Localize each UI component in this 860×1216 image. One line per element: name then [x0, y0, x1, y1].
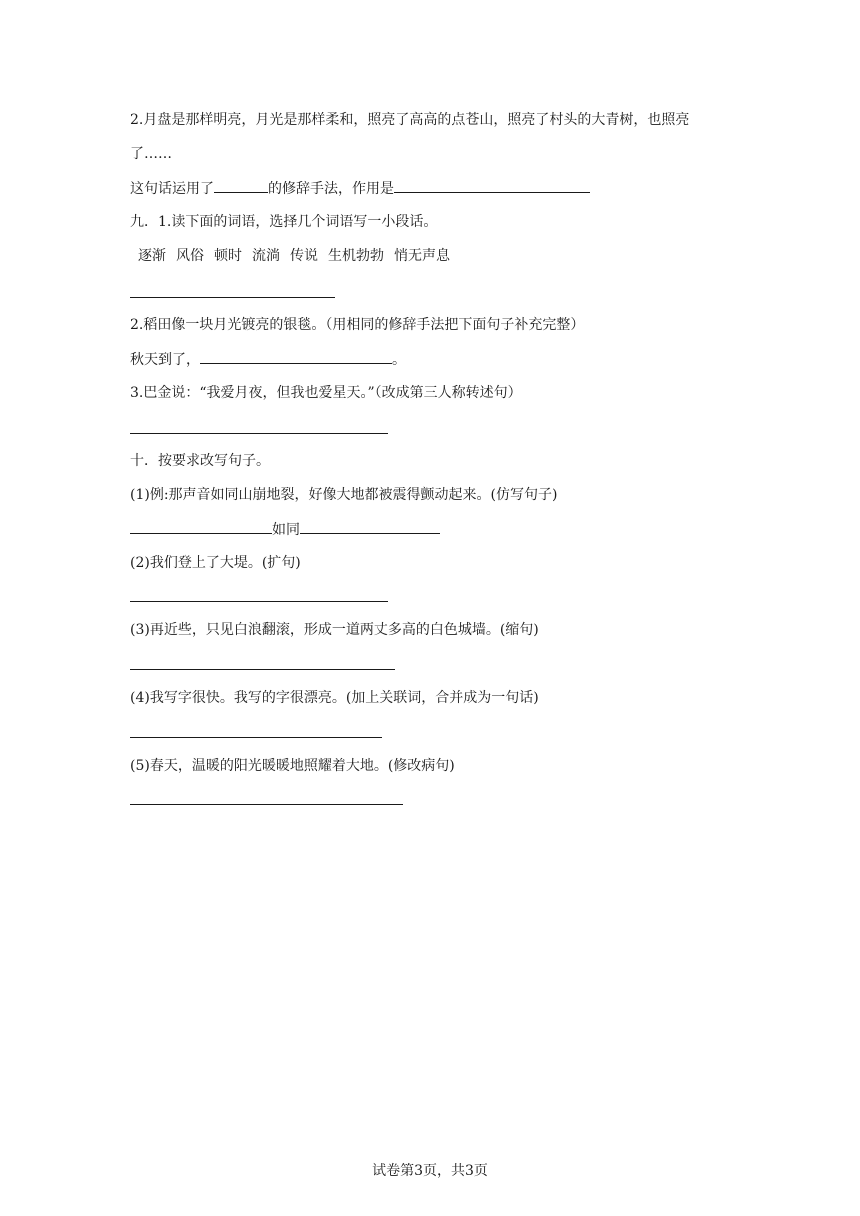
q10-item1-blank-a[interactable] — [130, 519, 272, 534]
effect-blank[interactable] — [394, 178, 590, 193]
q9-item2-fill — [130, 349, 406, 370]
q9-word-list — [138, 246, 460, 266]
q10-2-answer-line[interactable] — [130, 601, 388, 602]
q10-4-answer-line[interactable] — [130, 737, 382, 738]
q10-item1: (1)例:那声音如同山崩地裂，好像大地都被震得颤动起来。(仿写句子) — [130, 487, 558, 503]
q8-2-text-line2: 了…… — [130, 146, 172, 162]
q9-item2-suffix: 。 — [392, 352, 406, 368]
rhetoric-blank[interactable] — [214, 178, 268, 193]
q9-item2-prefix: 秋天到了， — [130, 352, 200, 368]
word-item: 悄无声息 — [394, 248, 450, 264]
word-item: 顿时 — [214, 248, 242, 264]
q10-5-answer-line[interactable] — [130, 804, 403, 805]
word-item: 风俗 — [176, 248, 204, 264]
q10-item4: (4)我写字很快。我写的字很漂亮。(加上关联词，合并成为一句话) — [130, 690, 539, 706]
q9-3-answer-line[interactable] — [130, 433, 388, 434]
q8-2-prompt-b: 的修辞手法，作用是 — [268, 181, 394, 197]
q10-item1-mid: 如同 — [272, 522, 300, 538]
q8-2-text-line1: 2.月盘是那样明亮，月光是那样柔和，照亮了高高的点苍山，照亮了村头的大青树，也照亮 — [130, 112, 690, 128]
q10-item1-blank-b[interactable] — [300, 519, 440, 534]
word-item: 传说 — [290, 248, 318, 264]
q9-item3: 3.巴金说：“我爱月夜，但我也爱星天。”（改成第三人称转述句） — [130, 385, 522, 401]
q9-title: 九．1.读下面的词语，选择几个词语写一小段话。 — [130, 214, 438, 230]
q10-item1-fill — [130, 519, 440, 540]
q9-item2-blank[interactable] — [200, 349, 392, 364]
q8-2-prompt — [130, 178, 590, 199]
q10-item2: (2)我们登上了大堤。(扩句) — [130, 555, 301, 571]
q10-3-answer-line[interactable] — [130, 669, 395, 670]
q10-item3: (3)再近些，只见白浪翻滚，形成一道两丈多高的白色城墙。(缩句) — [130, 622, 539, 638]
word-item: 流淌 — [252, 248, 280, 264]
word-item: 逐渐 — [138, 248, 166, 264]
q10-item5: (5)春天，温暖的阳光暖暖地照耀着大地。(修改病句) — [130, 758, 455, 774]
q10-title: 十．按要求改写句子。 — [130, 453, 270, 469]
q9-1-answer-line[interactable] — [130, 297, 335, 298]
q8-2-prompt-a: 这句话运用了 — [130, 181, 214, 197]
q9-item2: 2.稻田像一块月光镀亮的银毯。（用相同的修辞手法把下面句子补充完整） — [130, 317, 585, 333]
word-item: 生机勃勃 — [328, 248, 384, 264]
page-footer: 试卷第3页，共3页 — [372, 1163, 488, 1179]
